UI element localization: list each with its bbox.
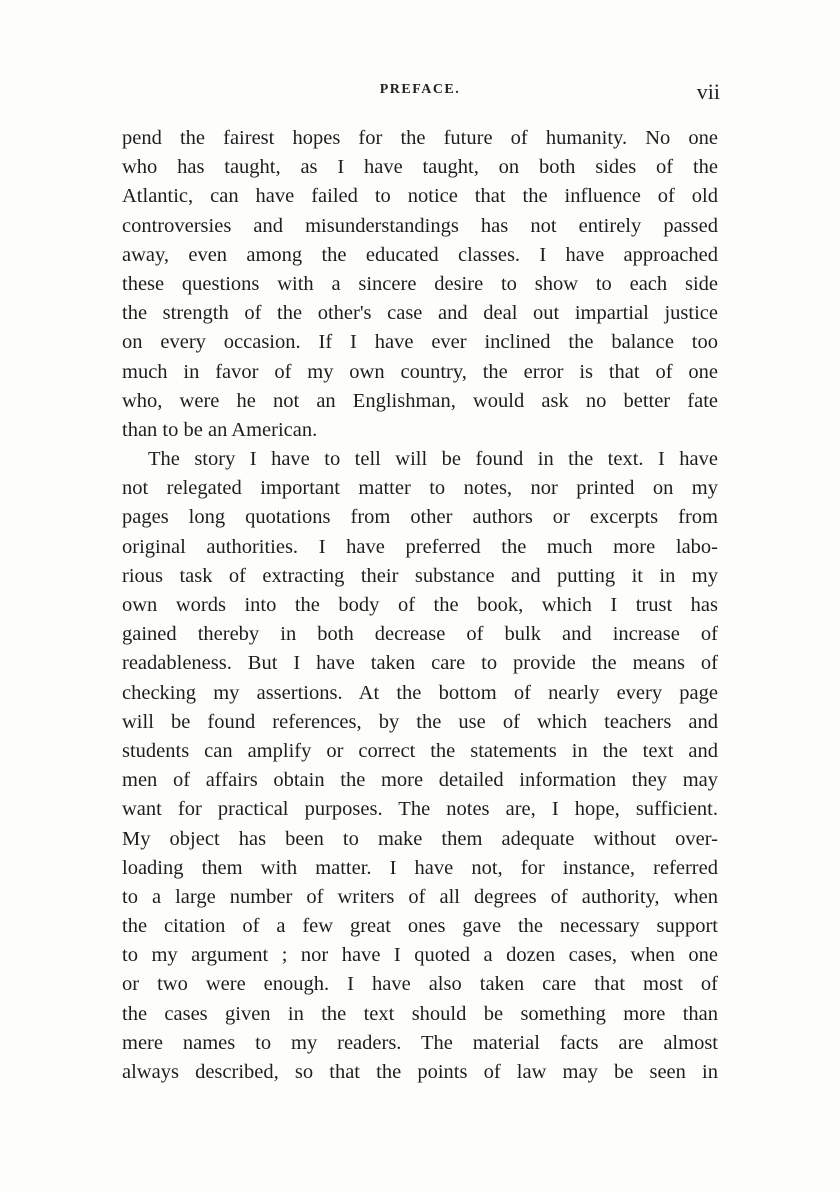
text-line: than to be an American.: [122, 418, 318, 441]
text-line: loading them with matter. I have not, for instance, referred: [122, 856, 718, 879]
text-line: Atlantic, can have failed to notice that the influence of old: [122, 185, 718, 208]
text-line: The story I have to tell will be found in the text. I have: [148, 448, 718, 471]
text-line: men of affairs obtain the more detailed information they may: [122, 769, 718, 792]
text-line: own words into the body of the book, which I trust has: [122, 594, 718, 616]
text-line: students can amplify or correct the statements in the text and: [122, 739, 718, 762]
text-line: on every occasion. If I have ever inclined the balance too: [122, 331, 718, 354]
text-line: readableness. But I have taken care to provide the means of: [122, 652, 718, 675]
text-line: or two were enough. I have also taken care that most of: [122, 973, 718, 996]
text-line: My object has been to make them adequate without over-: [122, 827, 718, 850]
text-line: want for practical purposes. The notes are, I hope, sufficient.: [122, 798, 718, 821]
paragraph: [122, 124, 718, 445]
text-line: the strength of the other's case and deal out impartial justice: [122, 302, 718, 325]
paragraph: [122, 445, 718, 1087]
text-line: will be found references, by the use of which teachers and: [122, 710, 718, 733]
text-line: who, were he not an Englishman, would ask no better fate: [122, 389, 718, 412]
running-head: [120, 79, 720, 106]
body-text: [122, 124, 718, 1087]
text-line: these questions with a sincere desire to show to each side: [122, 272, 718, 295]
text-line: gained thereby in both decrease of bulk and increase of: [122, 623, 718, 646]
text-line: the cases given in the text should be something more than: [122, 1002, 718, 1025]
text-line: away, even among the educated classes. I have approached: [122, 243, 718, 266]
text-line: mere names to my readers. The material facts are almost: [122, 1031, 718, 1054]
text-line: the citation of a few great ones gave the necessary support: [122, 915, 718, 938]
text-line: checking my assertions. At the bottom of nearly every page: [122, 681, 718, 704]
text-line: rious task of extracting their substance and putting it in my: [122, 564, 718, 587]
text-line: much in favor of my own country, the error is that of one: [122, 360, 718, 383]
text-line: controversies and misunderstandings has not entirely passed: [122, 214, 718, 237]
text-line: pend the fairest hopes for the future of humanity. No one: [122, 127, 718, 149]
text-line: original authorities. I have preferred the much more labo-: [122, 535, 718, 558]
text-line: to my argument ; nor have I quoted a dozen cases, when one: [122, 944, 718, 967]
text-line: to a large number of writers of all degrees of authority, when: [122, 885, 718, 908]
text-line: pages long quotations from other authors or excerpts from: [122, 506, 718, 529]
text-line: not relegated important matter to notes, nor printed on my: [122, 477, 718, 500]
text-line: always described, so that the points of law may be seen in: [122, 1061, 718, 1083]
page-number: vii: [696, 79, 720, 104]
text-line: who has taught, as I have taught, on both sides of the: [122, 156, 718, 179]
running-title: PREFACE.: [379, 82, 461, 97]
